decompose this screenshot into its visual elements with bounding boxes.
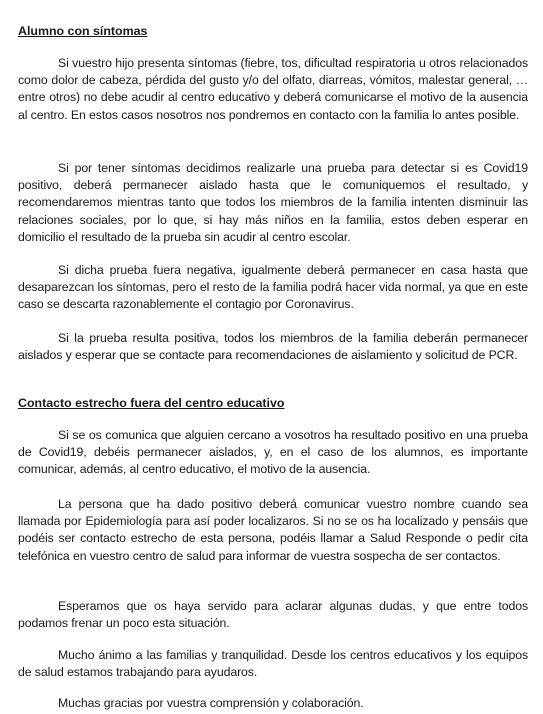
paragraph-animo: Mucho ánimo a las familias y tranquilidad. Desde los centros educativos y los equipos de salud estamos trabajando para ayudaros. bbox=[18, 648, 528, 680]
paragraph-epidemiologia: La persona que ha dado positivo deberá comunicar vuestro nombre cuando sea llamada por Epidemiología para así poder localizaros. Si no se os ha localizado y pensáis que podéis ser contacto estrecho de esta persona, podéis llamar a Salud Responde o pedir cita telefónica en vuestro centro de salud para informar de vuestra sospecha de ser contactos. bbox=[18, 497, 528, 563]
paragraph-contacto-positivo: Si se os comunica que alguien cercano a vosotros ha resultado positivo en una prueba de Covid19, debéis permanecer aislados, y, en el caso de los alumnos, es importante comunicar, además, al centro educativo, el motivo de la ausencia. bbox=[18, 428, 528, 477]
paragraph-dudas: Esperamos que os haya servido para aclarar algunas dudas, y que entre todos podamos frenar un poco esta situación. bbox=[18, 599, 528, 631]
paragraph-prueba-negativa: Si dicha prueba fuera negativa, igualmente deberá permanecer en casa hasta que desaparezcan los síntomas, pero el resto de la familia podrá hacer vida normal, ya que en este caso se descarta razonablemente el contagio por Coronavirus. bbox=[18, 263, 528, 312]
paragraph-gracias: Muchas gracias por vuestra comprensión y colaboración. bbox=[58, 696, 364, 710]
paragraph-prueba-positiva: Si la prueba resulta positiva, todos los miembros de la familia deberán permanecer aislados y esperar que se contacte para recomendaciones de aislamiento y solicitud de PCR. bbox=[18, 331, 528, 363]
paragraph-prueba-covid: Si por tener síntomas decidimos realizarle una prueba para detectar si es Covid19 positivo, deberá permanecer aislado hasta que le comuniquemos el resultado, y recomendaremos mientras tanto que todos los miembros de la familia intenten disminuir las relaciones sociales, por lo que, si hay más niños en la familia, estos deben esperar en domicilio el resultado de la prueba sin acudir al centro escolar. bbox=[18, 161, 528, 244]
paragraph-sintomas: Si vuestro hijo presenta síntomas (fiebre, tos, dificultad respiratoria u otros relacionados como dolor de cabeza, pérdida del gusto y/o del olfato, diarreas, vómitos, malestar general, … entre otros) no debe acudir al centro educativo y deberá comunicarse el motivo de la ausencia al centro. En estos casos nosotros nos pondremos en contacto con la familia lo antes posible. bbox=[18, 56, 528, 122]
section-title-alumno-con-sintomas: Alumno con síntomas bbox=[18, 24, 148, 38]
section-title-contacto-estrecho: Contacto estrecho fuera del centro educativo bbox=[18, 396, 285, 410]
